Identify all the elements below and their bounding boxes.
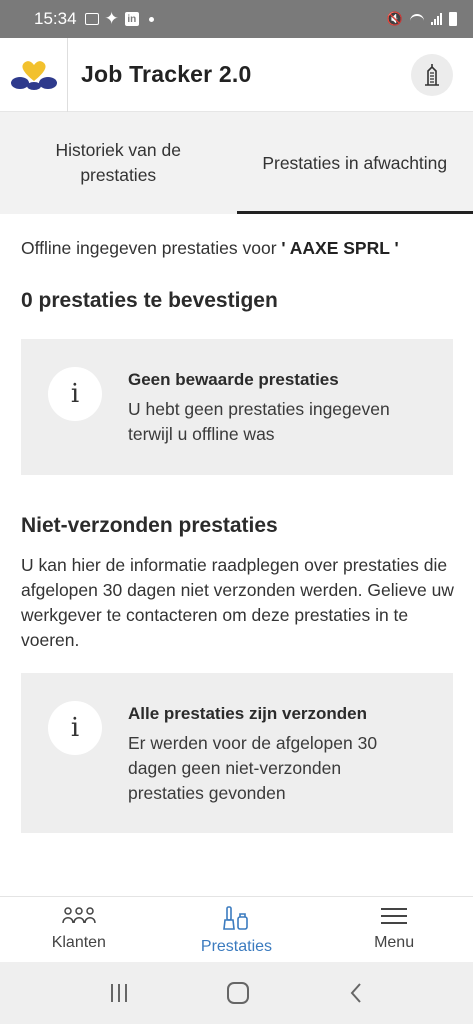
tab-history-label: Historiek van de prestaties bbox=[55, 140, 181, 185]
signal-icon bbox=[431, 13, 442, 25]
nav-menu[interactable] bbox=[315, 897, 473, 962]
status-bar bbox=[0, 0, 473, 38]
nav-prestaties[interactable] bbox=[158, 897, 316, 962]
card-title: Alle prestaties zijn verzonden bbox=[128, 704, 368, 723]
card-body: Er werden voor de afgelopen 30 dagen geen niet-verzonden prestaties gevonden bbox=[128, 733, 378, 803]
info-icon: i bbox=[48, 701, 102, 755]
building-button[interactable] bbox=[411, 54, 453, 96]
nav-klanten[interactable] bbox=[0, 897, 158, 962]
tab-pending-label: Prestaties in afwachting bbox=[262, 152, 448, 173]
app-logo bbox=[0, 38, 68, 112]
app-bar bbox=[0, 38, 473, 112]
bottom-navigation bbox=[0, 896, 473, 962]
back-icon[interactable] bbox=[346, 981, 366, 1005]
offline-info-line bbox=[21, 238, 399, 259]
unsent-heading: Niet-verzonden prestaties bbox=[21, 514, 278, 537]
company-name: ' AAXE SPRL ' bbox=[281, 238, 399, 258]
tab-pending[interactable] bbox=[237, 112, 473, 214]
tab-bar bbox=[0, 112, 473, 214]
notification-dot-icon bbox=[149, 17, 154, 22]
all-sent-card bbox=[21, 673, 453, 833]
gallery-icon bbox=[85, 13, 99, 25]
battery-icon bbox=[449, 12, 457, 26]
linkedin-icon: in bbox=[125, 12, 139, 26]
system-navigation bbox=[0, 962, 473, 1024]
mute-icon: 🔇 bbox=[386, 11, 403, 26]
home-icon[interactable] bbox=[225, 980, 251, 1006]
app-title: Job Tracker 2.0 bbox=[81, 61, 252, 87]
no-saved-card bbox=[21, 339, 453, 475]
info-icon: i bbox=[48, 367, 102, 421]
offline-prefix: Offline ingegeven prestaties voor bbox=[21, 238, 277, 258]
card-title: Geen bewaarde prestaties bbox=[128, 370, 339, 389]
recent-apps-icon[interactable] bbox=[107, 982, 131, 1004]
building-icon bbox=[422, 63, 442, 87]
people-icon bbox=[62, 906, 96, 926]
card-body: U hebt geen prestaties ingegeven terwijl u offline was bbox=[128, 399, 390, 444]
magic-wand-icon: ✦ bbox=[104, 9, 119, 28]
tab-history[interactable] bbox=[0, 112, 237, 214]
wifi-icon bbox=[410, 14, 424, 24]
logo-icon bbox=[10, 59, 58, 91]
nav-prestaties-label: Prestaties bbox=[200, 938, 273, 955]
cleaning-icon bbox=[222, 906, 250, 930]
hamburger-icon bbox=[380, 906, 408, 926]
nav-menu-label: Menu bbox=[374, 934, 415, 951]
status-time: 15:34 bbox=[34, 9, 77, 28]
nav-klanten-label: Klanten bbox=[51, 934, 106, 951]
to-confirm-heading: 0 prestaties te bevestigen bbox=[21, 289, 278, 312]
unsent-description: U kan hier de informatie raadplegen over prestaties die afgelopen 30 dagen niet verzonden werden. Gelieve uw werkgever te contacteren om deze prestaties in te voeren. bbox=[21, 555, 454, 650]
